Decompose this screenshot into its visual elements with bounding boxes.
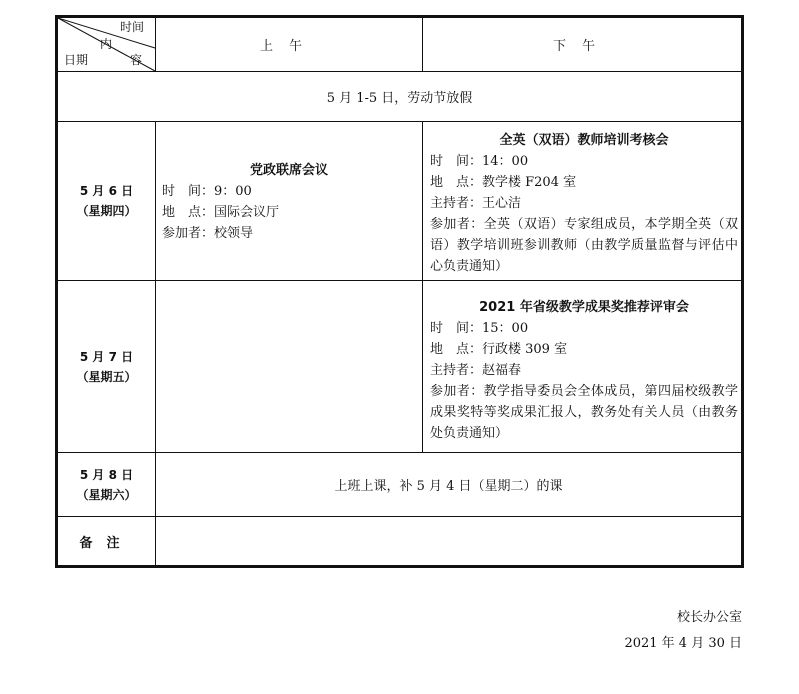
corner-label-time: 时间 bbox=[120, 20, 145, 34]
schedule-table bbox=[55, 15, 744, 568]
may6-afternoon-event bbox=[430, 130, 738, 277]
event-time: 时 间：15：00 bbox=[430, 321, 529, 336]
weekday-label: （星期五） bbox=[76, 369, 137, 384]
may8-note: 上班上课，补 5 月 4 日（星期二）的课 bbox=[334, 479, 563, 494]
event-title: 党政联席会议 bbox=[249, 163, 328, 178]
weekday-label: （星期四） bbox=[76, 204, 137, 218]
issuing-office: 校长办公室 bbox=[676, 610, 742, 625]
remarks-label: 备注 bbox=[79, 535, 134, 551]
may6-morning-event bbox=[162, 160, 416, 244]
event-location: 地 点：教学楼 F204 室 bbox=[430, 175, 577, 190]
event-title: 2021 年省级教学成果奖推荐评审会 bbox=[479, 300, 689, 315]
column-divider bbox=[422, 121, 423, 280]
header-morning: 上午 bbox=[259, 39, 318, 54]
event-host: 主持者：王心洁 bbox=[430, 196, 522, 211]
event-time: 时 间：9：00 bbox=[162, 184, 252, 199]
event-location: 地 点：行政楼 309 室 bbox=[430, 342, 568, 357]
column-divider bbox=[422, 280, 423, 452]
event-participants: 参加者：全英（双语）专家组成员，本学期全英（双语）教学培训班参训教师（由教学质量监督与评估中心负责通知） bbox=[430, 217, 738, 274]
corner-label-rong: 容 bbox=[130, 53, 143, 67]
event-time: 时 间：14：00 bbox=[430, 154, 529, 169]
row-divider bbox=[58, 280, 741, 281]
header-afternoon: 下午 bbox=[552, 39, 611, 54]
date-label: 5 月 6 日 bbox=[79, 184, 134, 198]
holiday-note: 5 月 1-5 日，劳动节放假 bbox=[326, 91, 473, 106]
event-location: 地 点：国际会议厅 bbox=[162, 205, 280, 220]
issue-date: 2021 年 4 月 30 日 bbox=[624, 636, 742, 651]
may7-afternoon-event bbox=[430, 297, 738, 444]
event-participants: 参加者：校领导 bbox=[162, 226, 254, 241]
event-title: 全英（双语）教师培训考核会 bbox=[499, 133, 669, 148]
corner-label-date: 日期 bbox=[64, 53, 89, 67]
event-host: 主持者：赵福春 bbox=[430, 363, 522, 378]
corner-label-content: 内 bbox=[100, 37, 113, 51]
date-label: 5 月 8 日 bbox=[79, 467, 134, 482]
event-participants: 参加者：教学指导委员会全体成员，第四届校级教学成果奖特等奖成果汇报人，教务处有关人员（由教务处负责通知） bbox=[430, 384, 738, 441]
row-divider bbox=[58, 121, 741, 122]
date-label: 5 月 7 日 bbox=[79, 349, 134, 364]
date-cell-may7 bbox=[58, 281, 155, 452]
weekday-label: （星期六） bbox=[76, 487, 137, 502]
remarks-content bbox=[156, 517, 741, 565]
date-cell-may6 bbox=[58, 122, 155, 280]
date-cell-may8 bbox=[58, 453, 155, 516]
